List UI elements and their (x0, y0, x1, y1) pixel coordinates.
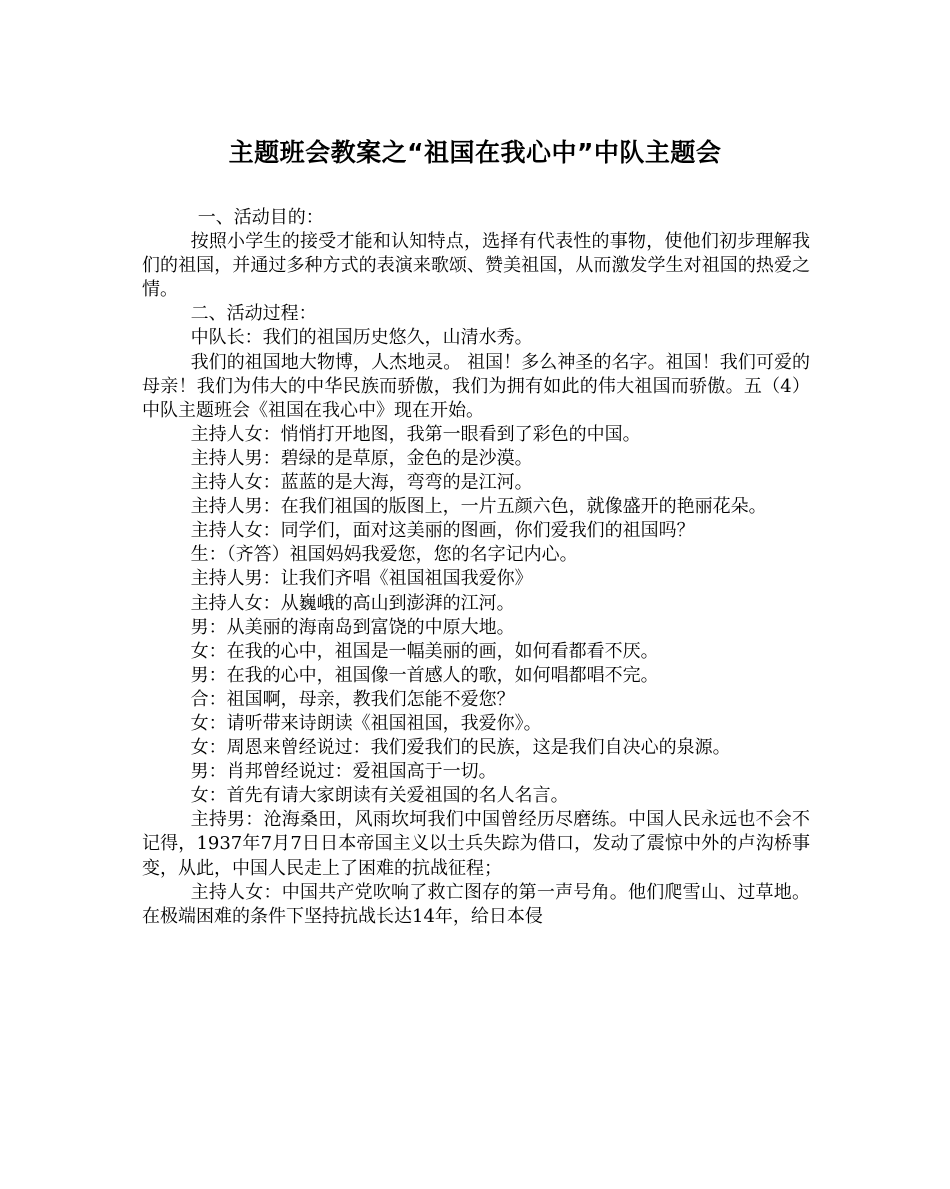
paragraph: 男：从美丽的海南岛到富饶的中原大地。 (190, 616, 515, 638)
paragraph: 主持人女：从巍峨的高山到澎湃的江河。 (190, 592, 515, 614)
document-body (142, 206, 810, 929)
section-heading-purpose: 一、活动目的： (197, 207, 324, 228)
paragraph: 男：肖邦曾经说过：爱祖国高于一切。 (190, 761, 497, 783)
paragraph: 主持人女：悄悄打开地图，我第一眼看到了彩色的中国。 (190, 423, 641, 445)
paragraph: 主持男：沧海桑田，风雨坎坷我们中国曾经历尽磨练。中国人民永远也不会不记得，1937年7月7日日本帝国主义以士兵失踪为借口，发动了震惊中外的卢沟桥事变，从此，中国人民走上了困难的抗战征程； (142, 809, 810, 879)
paragraph: 主持人男：碧绿的是草原，金色的是沙漠。 (190, 447, 533, 469)
paragraph: 主持人男：在我们祖国的版图上，一片五颜六色，就像盛开的艳丽花朵。 (190, 496, 767, 518)
paragraph: 生：（齐答）祖国妈妈我爱您，您的名字记内心。 (190, 544, 578, 566)
paragraph: 合：祖国啊，母亲，教我们怎能不爱您？ (190, 688, 515, 710)
paragraph: 我们的祖国地大物博，人杰地灵。 祖国！多么神圣的名字。祖国！我们可爱的母亲！我们为伟大的中华民族而骄傲，我们为拥有如此的伟大祖国而骄傲。五（4）中队主题班会《祖国在我心中》现在开始。 (142, 351, 810, 421)
paragraph: 主持人女：中国共产党吹响了救亡图存的第一声号角。他们爬雪山、过草地。在极端困难的条件下坚持抗战长达14年，给日本侵 (142, 881, 810, 927)
paragraph: 主持人女：同学们，面对这美丽的图画，你们爱我们的祖国吗？ (190, 520, 695, 542)
document-title: 主题班会教案之“祖国在我心中”中队主题会 (228, 138, 722, 167)
paragraph: 男：在我的心中，祖国像一首感人的歌，如何唱都唱不完。 (190, 664, 659, 686)
paragraph: 主持人女：蓝蓝的是大海，弯弯的是江河。 (190, 472, 533, 494)
paragraph: 女：首先有请大家朗读有关爱祖国的名人名言。 (190, 785, 569, 807)
paragraph: 女：周恩来曾经说过：我们爱我们的民族，这是我们自决心的泉源。 (190, 737, 731, 759)
section-heading-process: 二、活动过程： (190, 303, 317, 325)
paragraph: 中队长：我们的祖国历史悠久，山清水秀。 (190, 327, 533, 349)
paragraph: 主持人男：让我们齐唱《祖国祖国我爱你》 (190, 568, 533, 590)
paragraph: 女：请听带来诗朗读《祖国祖国，我爱你》。 (190, 712, 542, 734)
paragraph: 女：在我的心中，祖国是一幅美丽的画，如何看都看不厌。 (190, 640, 659, 662)
paragraph: 按照小学生的接受才能和认知特点，选择有代表性的事物，使他们初步理解我们的祖国，并通过多种方式的表演来歌颂、赞美祖国，从而激发学生对祖国的热爱之情。 (142, 231, 810, 301)
